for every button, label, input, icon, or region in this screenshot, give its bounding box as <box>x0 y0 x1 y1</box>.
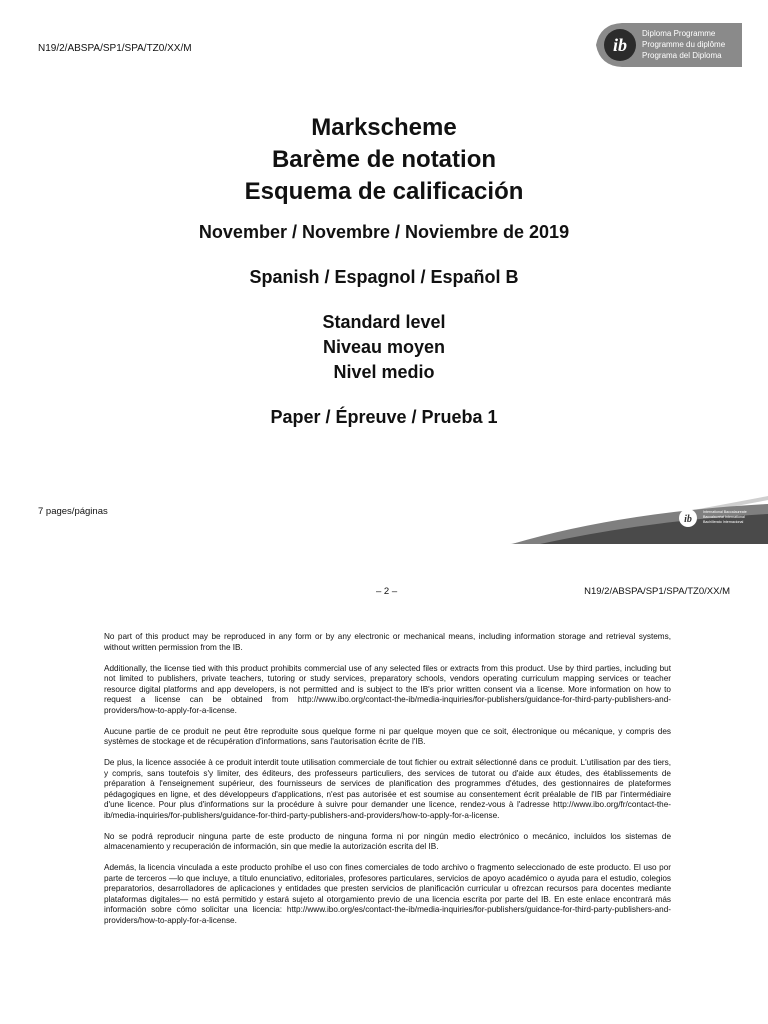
legal-paragraph-fr-1: Aucune partie de ce produit ne peut être reproduite sous quelque forme ni par quelque moyen que ce soit, électronique ou mécanique, y compris des systèmes de stockage et de récupération d'informations, sans l'autorisation écrite de l'IB. <box>104 726 671 746</box>
legal-page <box>0 556 768 1024</box>
level-es: Nivel medio <box>333 362 435 382</box>
legal-paragraph-es-2: Además, la licencia vinculada a este producto prohíbe el uso con fines comerciales de todo archivo o fragmento seleccionado de este producto. El uso por parte de terceros —lo que incluye, a título enunciativo, editoriales, profesores particulares, servicios de apoyo académico o ayuda para el estudio, colegios preparatorios, desarrolladores de aplicaciones y entidades que presten servicios de planificación curricular u ofrezcan recursos para docentes mediante plataformas digitales— no está permitido y estará sujeto al otorgamiento previo de una licencia escrita por parte del IB. En este enlace encontrará más información sobre cómo solicitar una licencia: http://www.ibo.org/es/contact-the-ib/media-inquiries/for-publishers/guidance-for-third-party-publishers-and-providers/how-to-apply-for-a-license. <box>104 863 671 925</box>
title-en: Markscheme <box>311 114 457 141</box>
svg-text:ib: ib <box>612 35 628 55</box>
footer-logo-line-3: Bachillerato Internacional <box>703 520 744 524</box>
legal-paragraph-en-2: Additionally, the license tied with this product prohibits commercial use of any selected files or extracts from this product. Use by third parties, including but not limited to publishers, private teachers, tutoring or study services, preparatory schools, vendors operating curriculum mapping services or teacher resource digital platforms and app developers, is not permitted and is subject to the IB's prior written consent via a license. More information on how to request a license can be obtained from http://www.ibo.org/contact-the-ib/media-inquiries/for-publishers/guidance-for-third-party-publishers-and-providers/how-to-apply-for-a-license. <box>104 663 671 715</box>
subject-name: Spanish / Espagnol / Español B <box>249 267 519 287</box>
svg-text:ib: ib <box>684 514 692 525</box>
paper-name: Paper / Épreuve / Prueba 1 <box>270 407 498 427</box>
page-count: 7 pages/páginas <box>38 506 108 517</box>
logo-line-3: Programa del Diploma <box>642 51 722 60</box>
footer-logo-line-1: International Baccalaureate <box>703 510 747 514</box>
logo-line-1: Diploma Programme <box>642 29 716 38</box>
document-code: N19/2/ABSPA/SP1/SPA/TZ0/XX/M <box>38 43 192 54</box>
cover-titles <box>0 112 768 430</box>
logo-line-2: Programme du diplôme <box>642 40 726 49</box>
title-es: Esquema de calificación <box>244 178 524 205</box>
title-fr: Barème de notation <box>271 146 497 173</box>
ib-diploma-logo <box>592 20 742 70</box>
exam-session: November / Novembre / Noviembre de 2019 <box>198 222 570 242</box>
legal-paragraph-en-1: No part of this product may be reproduced in any form or by any electronic or mechanical means, including information storage and retrieval systems, without written permission from the IB. <box>104 632 671 652</box>
legal-paragraph-es-1: No se podrá reproducir ninguna parte de este producto de ninguna forma ni por ningún medio electrónico o mecánico, incluidos los sistemas de almacenamiento y recuperación de información, sin que medie la autorización escrita del IB. <box>104 831 671 851</box>
legal-notice <box>104 632 671 937</box>
legal-paragraph-fr-2: De plus, la licence associée à ce produit interdit toute utilisation commerciale de tout fichier ou extrait sélectionné dans ce produit. L'utilisation par des tiers, y compris, sans toutefois s'y limiter, des éditeurs, des professeurs particuliers, des services de tutorat ou d'aide aux études, des établissements de préparation à l'enseignement supérieur, des fournisseurs de services de planification des programmes d'études, des gestionnaires de plateformes pédagogiques en ligne, et des développeurs d'applications, n'est pas autorisée et est soumise au consentement écrit préalable de l'IB par l'intermédiaire d'une licence. Pour plus d'informations sur la procédure à suivre pour demander une licence, rendez-vous à l'adresse http://www.ibo.org/fr/contact-the-ib/media-inquiries/for-publishers/guidance-for-third-party-publishers-and-providers/how-to-apply-for-a-license. <box>104 758 671 820</box>
level-en: Standard level <box>322 312 446 332</box>
page-number: – 2 – <box>376 586 398 597</box>
document-code-page2: N19/2/ABSPA/SP1/SPA/TZ0/XX/M <box>584 586 730 597</box>
footer-logo-line-2: Baccalauréat International <box>703 515 745 519</box>
level-fr: Niveau moyen <box>322 337 446 357</box>
ib-footer-swoosh-logo <box>510 492 768 544</box>
